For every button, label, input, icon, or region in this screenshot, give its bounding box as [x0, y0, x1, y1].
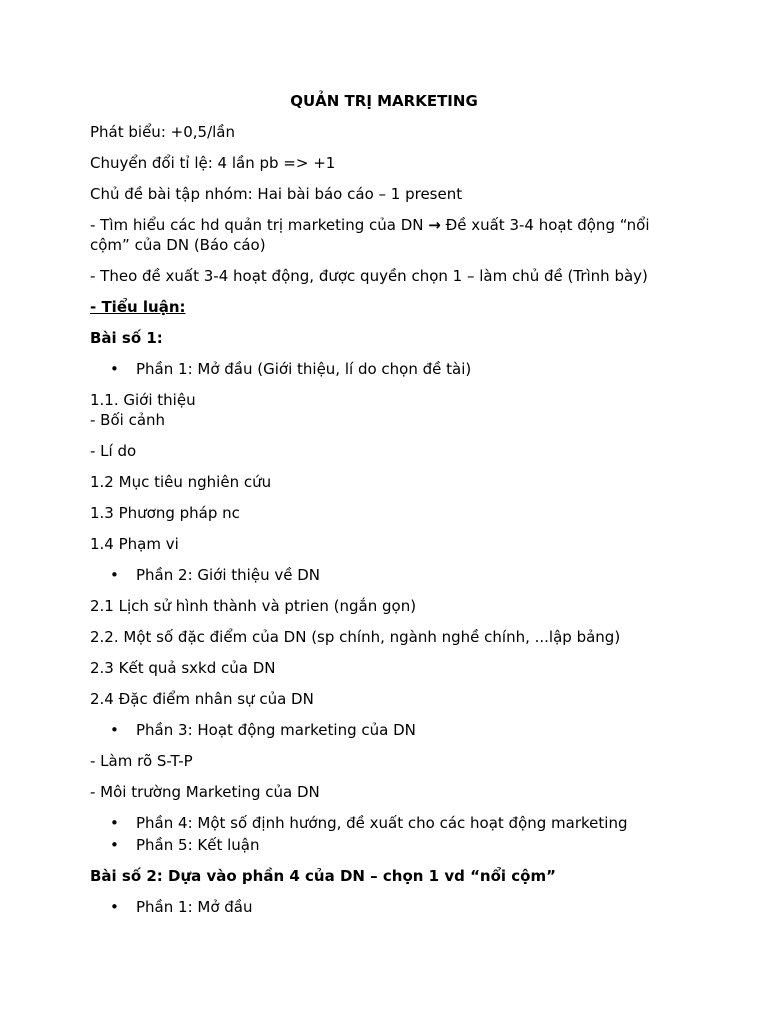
bai-2-list-1: [90, 897, 690, 917]
section-1-1-li-do: - Lí do: [90, 442, 137, 460]
section-1-1: 1.1. Giới thiệu: [90, 391, 196, 409]
bai-1-heading: Bài số 1:: [90, 329, 163, 347]
list-item: [90, 813, 690, 833]
bullet-icon: •: [110, 360, 119, 378]
bullet-icon: •: [110, 898, 119, 916]
paragraph-chu-de: Chủ đề bài tập nhóm: Hai bài báo cáo – 1 present: [90, 185, 463, 203]
paragraph-phat-bieu: Phát biểu: +0,5/lần: [90, 123, 235, 141]
bullet-icon: •: [110, 836, 119, 854]
list-item-text: Phần 1: Mở đầu: [136, 898, 253, 916]
document-title: QUẢN TRỊ MARKETING: [290, 92, 478, 110]
paragraph-theo-de-xuat: - Theo đề xuất 3-4 hoạt động, được quyền chọn 1 – làm chủ đề (Trình bày): [90, 267, 648, 285]
list-item: [90, 565, 690, 585]
section-2-3: 2.3 Kết quả sxkd của DN: [90, 659, 276, 677]
section-1-3: 1.3 Phương pháp nc: [90, 504, 240, 522]
bai-1-list-3: [90, 720, 690, 740]
section-1-1-boi-canh: - Bối cảnh: [90, 411, 166, 429]
list-item: [90, 897, 690, 917]
section-2-4: 2.4 Đặc điểm nhân sự của DN: [90, 690, 314, 708]
bullet-icon: •: [110, 814, 119, 832]
section-3-stp: - Làm rõ S-T-P: [90, 752, 193, 770]
paragraph-tim-hieu: [90, 215, 690, 255]
paragraph-chuyen-doi: Chuyển đổi tỉ lệ: 4 lần pb => +1: [90, 154, 336, 172]
bai-2-heading: Bài số 2: Dựa vào phần 4 của DN – chọn 1 vd “nổi cộm”: [90, 867, 556, 885]
list-item-text: Phần 3: Hoạt động marketing của DN: [136, 721, 416, 739]
essay-heading: - Tiểu luận:: [90, 298, 186, 316]
paragraph-tim-hieu-part2: Đề xuất 3-4 hoạt động “nổi cộm” của DN (Báo cáo): [90, 216, 650, 254]
section-1-2: 1.2 Mục tiêu nghiên cứu: [90, 473, 272, 491]
list-item: [90, 720, 690, 740]
list-item-text: Phần 1: Mở đầu (Giới thiệu, lí do chọn đề tài): [136, 360, 472, 378]
right-arrow-icon: →: [428, 216, 441, 234]
list-item-text: Phần 2: Giới thiệu về DN: [136, 566, 320, 584]
section-2-2: 2.2. Một số đặc điểm của DN (sp chính, ngành nghề chính, ...lập bảng): [90, 628, 621, 646]
section-1-4: 1.4 Phạm vi: [90, 535, 179, 553]
bullet-icon: •: [110, 721, 119, 739]
bullet-icon: •: [110, 566, 119, 584]
list-item: [90, 835, 690, 855]
list-item-text: Phần 5: Kết luận: [136, 836, 260, 854]
section-3-moi-truong: - Môi trường Marketing của DN: [90, 783, 320, 801]
bai-1-list-1: [90, 359, 690, 379]
document-page: [90, 91, 690, 928]
bai-1-list-4: [90, 813, 690, 855]
bai-1-list-2: [90, 565, 690, 585]
paragraph-tim-hieu-part1: - Tìm hiểu các hd quản trị marketing của DN: [90, 216, 429, 234]
list-item-text: Phần 4: Một số định hướng, đề xuất cho các hoạt động marketing: [136, 814, 628, 832]
section-2-1: 2.1 Lịch sử hình thành và ptrien (ngắn gọn): [90, 597, 417, 615]
list-item: [90, 359, 690, 379]
